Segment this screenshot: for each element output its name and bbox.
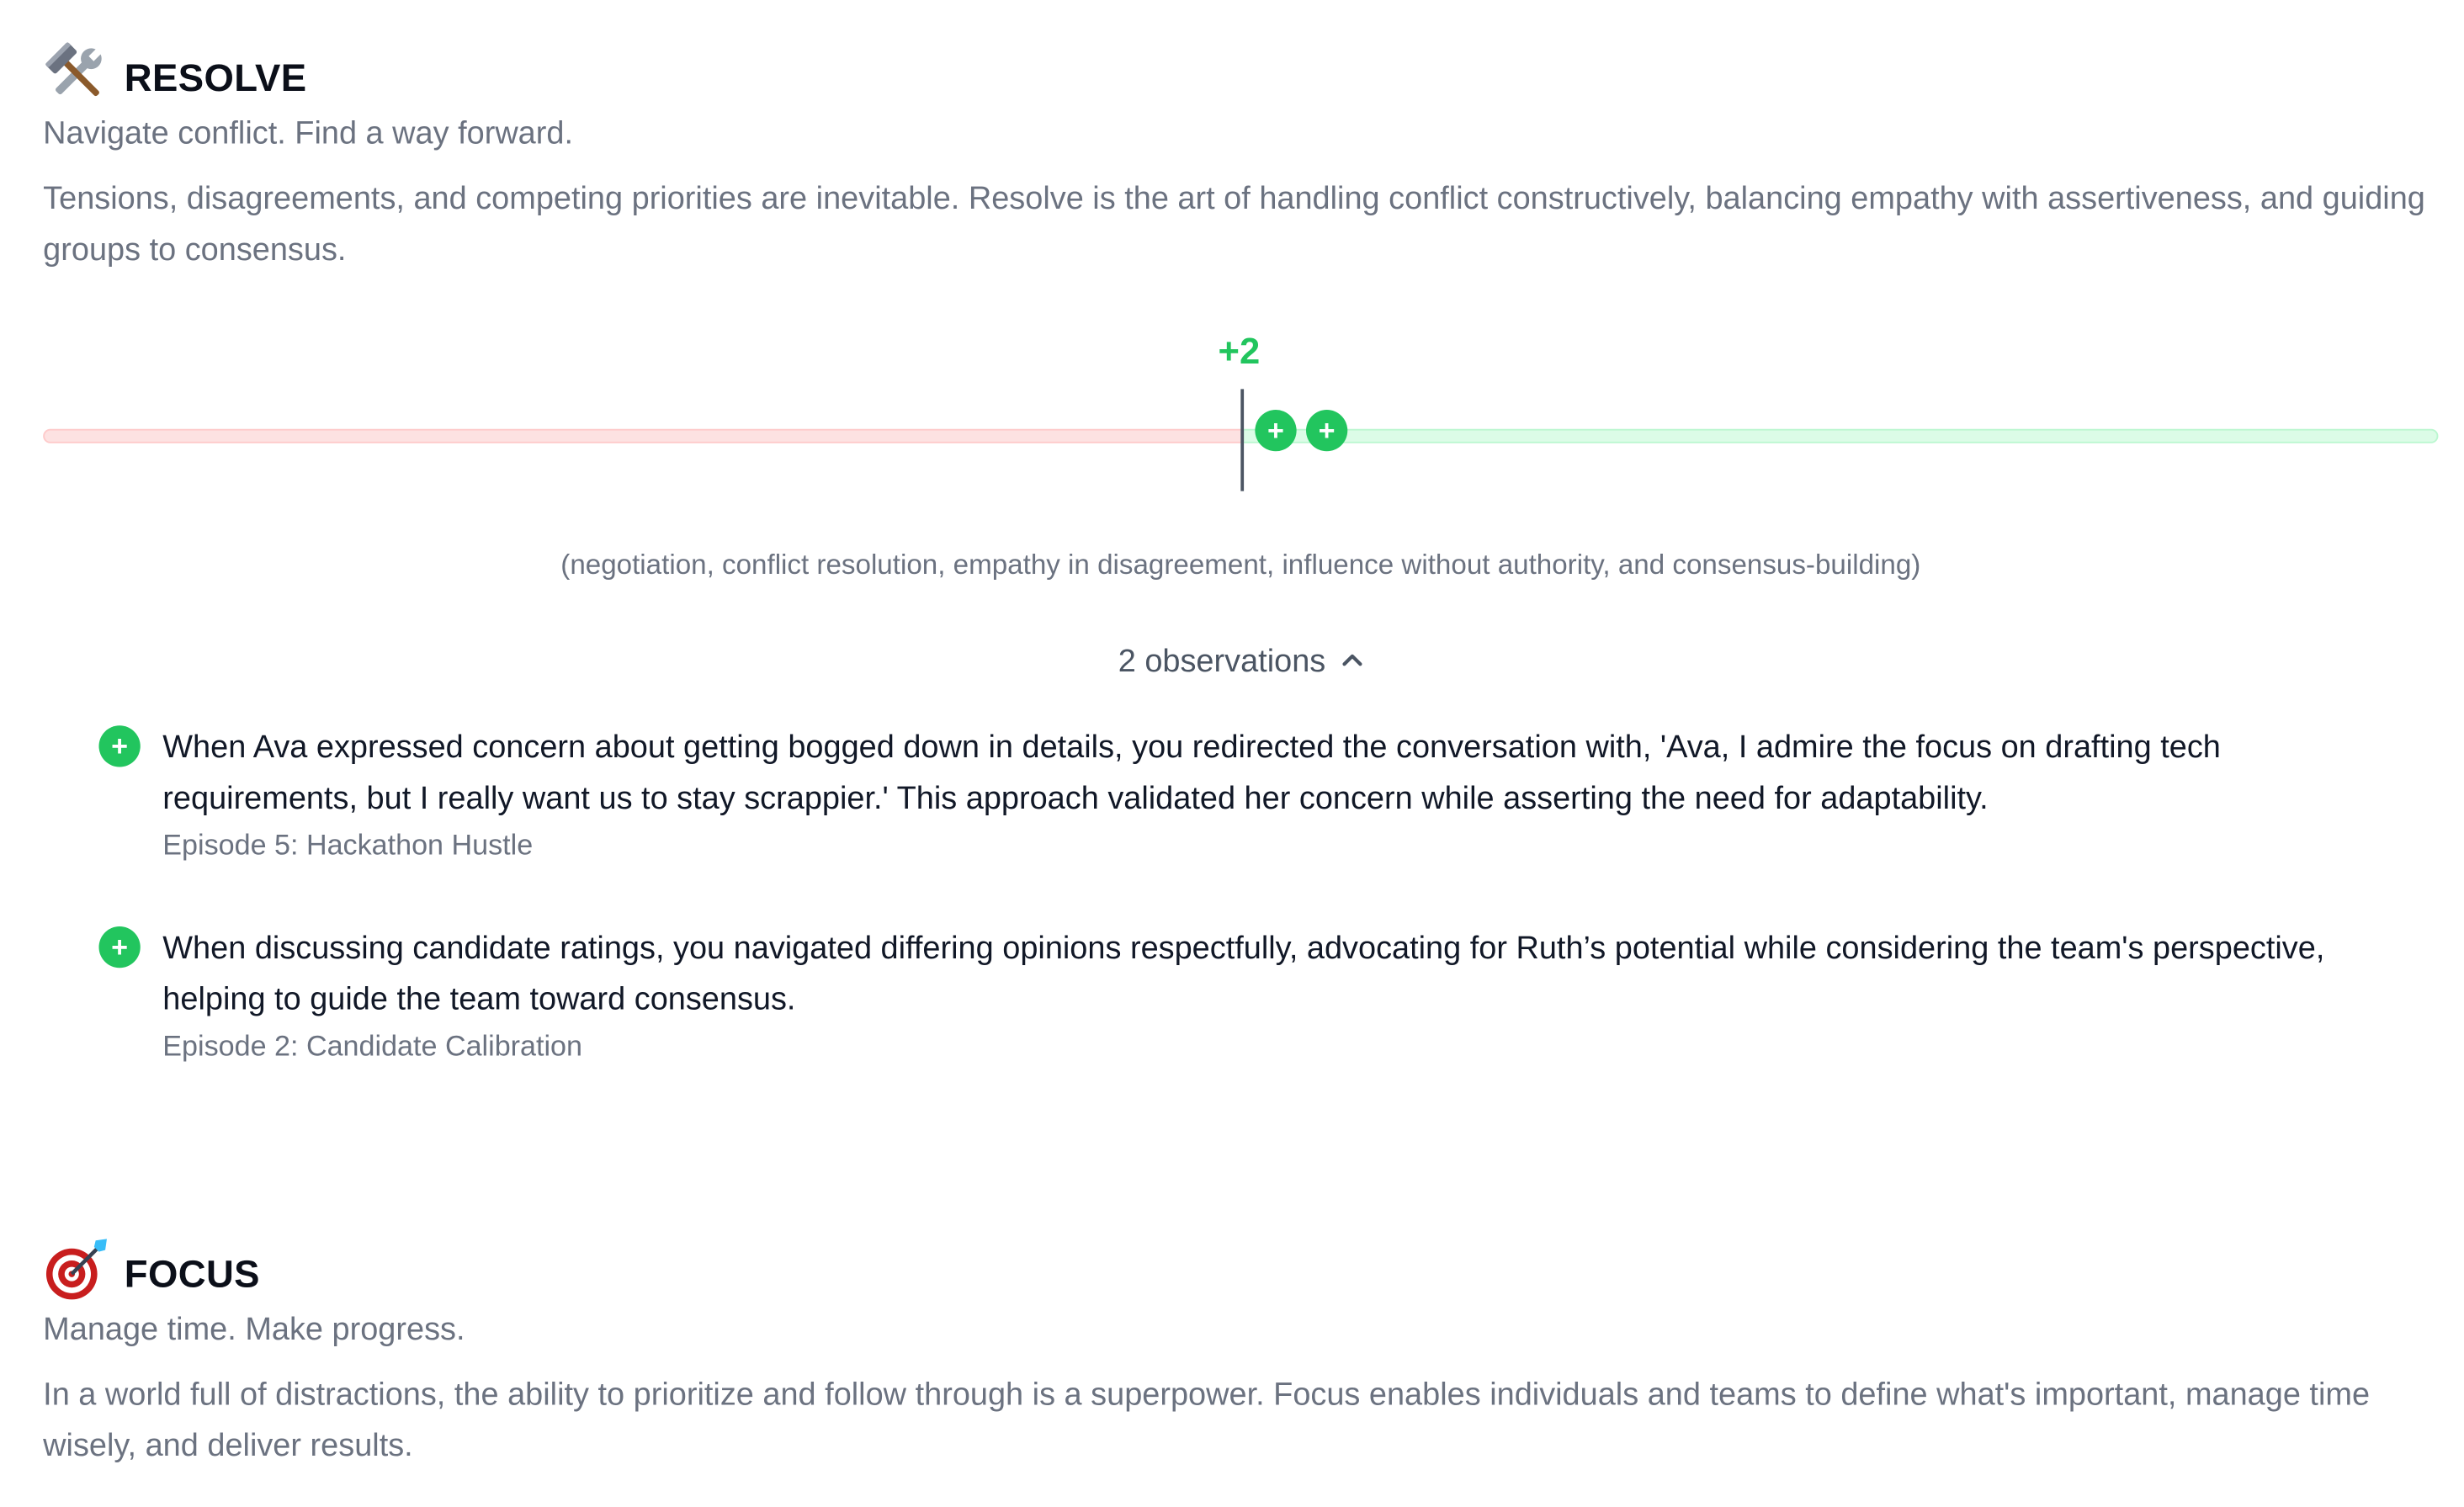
skills-list: (negotiation, conflict resolution, empathy in disagreement, influence without authority, and consensus-building) [560, 548, 1921, 581]
section-description: In a world full of distractions, the ability to prioritize and follow through is a superpower. Focus enables individuals and teams to define what's important, manage time wisely, and deliver results. [43, 1377, 2371, 1464]
observation-text: When Ava expressed concern about getting bogged down in details, you redirected the conversation with, 'Ava, I admire the focus on drafting tech requirements, but I really want us to stay scrappier.' This approach validated her concern while asserting the need for adaptability. [162, 730, 2221, 817]
score-value: +2 [1218, 330, 1261, 372]
section-focus [43, 1234, 2438, 1489]
score-scale [43, 330, 2438, 505]
section-tagline: Manage time. Make progress. [43, 1312, 465, 1348]
positive-marker-2: + [1306, 410, 1347, 451]
chevron-up-icon [1341, 649, 1363, 671]
direct-hit-target-icon [43, 1236, 110, 1303]
scale-center-line [1240, 389, 1243, 491]
observation-episode: Episode 2: Candidate Calibration [162, 1030, 583, 1063]
observation-text: When discussing candidate ratings, you navigated differing opinions respectfully, advocating for Ruth’s potential while considering the team's perspective, helping to guide the team toward consensus. [162, 931, 2325, 1018]
observations-toggle-label: 2 observations [1118, 644, 1326, 680]
plus-circle-icon: + [98, 926, 140, 968]
observation-episode: Episode 5: Hackathon Hustle [162, 829, 534, 862]
negative-track [43, 429, 1242, 443]
section-title: FOCUS [124, 1253, 260, 1297]
section-description: Tensions, disagreements, and competing priorities are inevitable. Resolve is the art of handling conflict constructively, balancing empathy with assertiveness, and guiding groups to consensus. [43, 182, 2425, 268]
plus-circle-icon: + [98, 725, 140, 767]
positive-marker-1: + [1255, 410, 1296, 451]
section-header [43, 1234, 2438, 1304]
observations-list [98, 722, 2395, 1124]
observation-item [98, 722, 2395, 866]
positive-track [1242, 429, 2438, 443]
section-tagline: Navigate conflict. Find a way forward. [43, 116, 574, 152]
observations-toggle[interactable] [43, 645, 2438, 682]
observation-item [98, 923, 2395, 1067]
section-resolve [43, 38, 2438, 1075]
section-header [43, 38, 2438, 108]
section-title: RESOLVE [124, 57, 307, 101]
hammer-and-wrench-icon [43, 40, 110, 107]
